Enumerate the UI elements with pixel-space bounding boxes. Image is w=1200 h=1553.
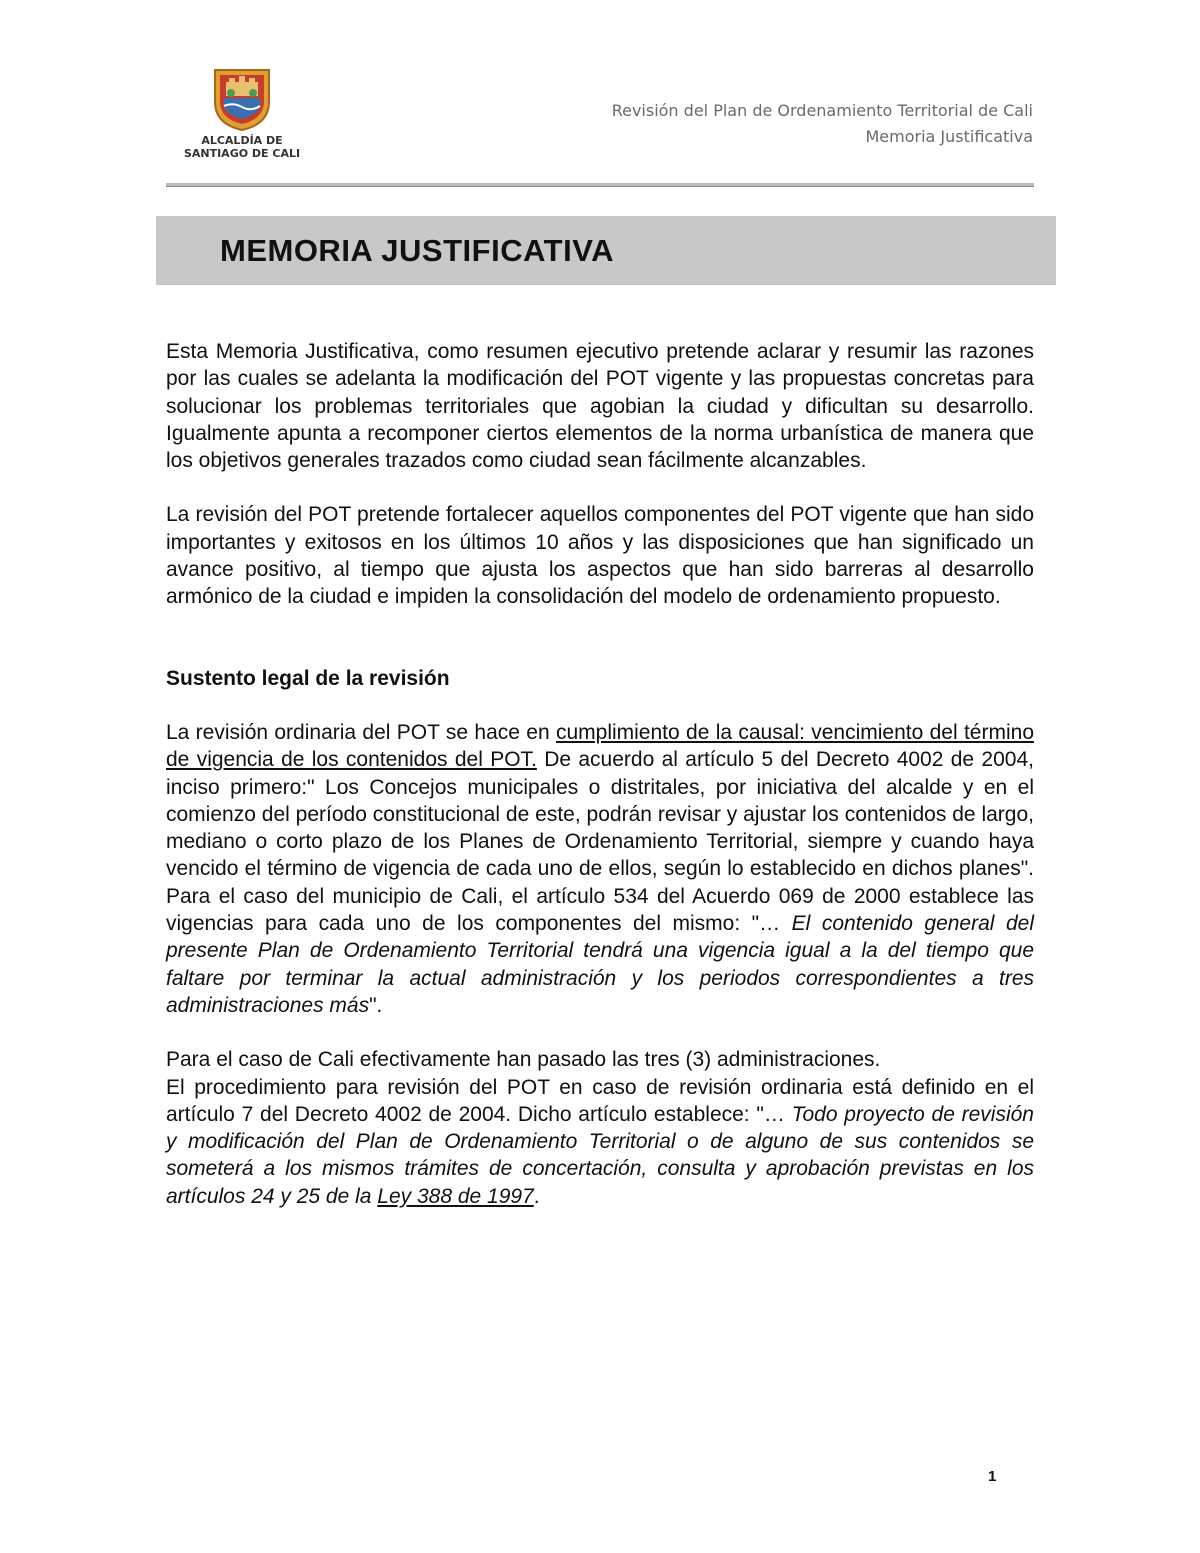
paragraph-revision: La revisión del POT pretende fortalecer aquellos componentes del POT vigente que han sido importantes y exitosos en los últimos 10 años y las disposiciones que han significado un avance positivo, al tiempo que ajusta los aspectos que han sido barreras al desarrollo armónico de la ciudad e impiden la consolidación del modelo de ordenamiento propuesto.	[166, 503, 1034, 609]
paragraph-administrations: Para el caso de Cali efectivamente han pasado las tres (3) administraciones.	[166, 1048, 881, 1072]
page-title: MEMORIA JUSTIFICATIVA	[220, 233, 614, 268]
header-line-1: Revisión del Plan de Ordenamiento Territorial de Cali	[611, 101, 1033, 120]
legal-underlined-cause: cumplimiento de la causal: vencimiento del término de vigencia de los contenidos del POT.	[166, 720, 1034, 772]
coat-of-arms-icon	[211, 66, 273, 132]
document-body	[166, 338, 1034, 1210]
procedure-text-end: .	[533, 1184, 540, 1208]
legal-text-a: La revisión ordinaria del POT se hace en	[166, 720, 556, 744]
legal-text-c: ".	[369, 993, 383, 1017]
header-divider	[166, 183, 1034, 187]
paragraph-intro: Esta Memoria Justificativa, como resumen ejecutivo pretende aclarar y resumir las razones por las cuales se adelanta la modificación del POT vigente y las propuestas concretas para solucionar los problemas territoriales que agobian la ciudad y dificultan su desarrollo. Igualmente apunta a recomponer ciertos elementos de la norma urbanística de manera que los objetivos generales trazados como ciudad sean fácilmente alcanzables.	[166, 340, 1034, 473]
header-line-2: Memoria Justificativa	[865, 127, 1033, 146]
title-banner	[156, 216, 1056, 285]
legal-quote-italic: El contenido general del presente Plan de Ordenamiento Territorial tendrá una vigencia igual a la del tiempo que faltare por terminar la actual administración y los periodos correspondientes a tres administraciones más	[166, 912, 1034, 1017]
document-header	[612, 98, 1033, 150]
paragraph-legal	[166, 719, 1034, 1019]
logo-line-1: ALCALDÍA DE	[201, 134, 283, 147]
page-number: 1	[988, 1468, 997, 1485]
section-heading: Sustento legal de la revisión	[166, 666, 450, 690]
city-logo	[180, 66, 304, 166]
legal-text-b: De acuerdo al artículo 5 del Decreto 4002 de 2004, inciso primero:" Los Concejos municipales o distritales, por iniciativa del alcalde y en el comienzo del período constitucional de este, podrán revisar y ajustar los contenidos de largo, mediano o corto plazo de los Planes de Ordenamiento Territorial, siempre y cuando haya vencido el término de vigencia de cada uno de ellos, según lo establecido en dichos planes". Para el caso del municipio de Cali, el artículo 534 del Acuerdo 069 de 2000 establece las vigencias para cada uno de los componentes del mismo: "…	[166, 748, 1034, 936]
logo-line-2: SANTIAGO DE CALI	[183, 147, 301, 160]
procedure-text-a: El procedimiento para revisión del POT en caso de revisión ordinaria está definido en el artículo 7 del Decreto 4002 de 2004. Dicho artículo establece: "…	[166, 1075, 1034, 1126]
procedure-quote-italic: Todo proyecto de revisión y modificación del Plan de Ordenamiento Territorial o de alguno de sus contenidos se someterá a los mismos trámites de concertación, consulta y aprobación previstas en los artículos 24 y 25 de la	[166, 1102, 1034, 1208]
law-388-link[interactable]: Ley 388 de 1997	[377, 1184, 534, 1208]
paragraph-procedure	[166, 1074, 1034, 1210]
